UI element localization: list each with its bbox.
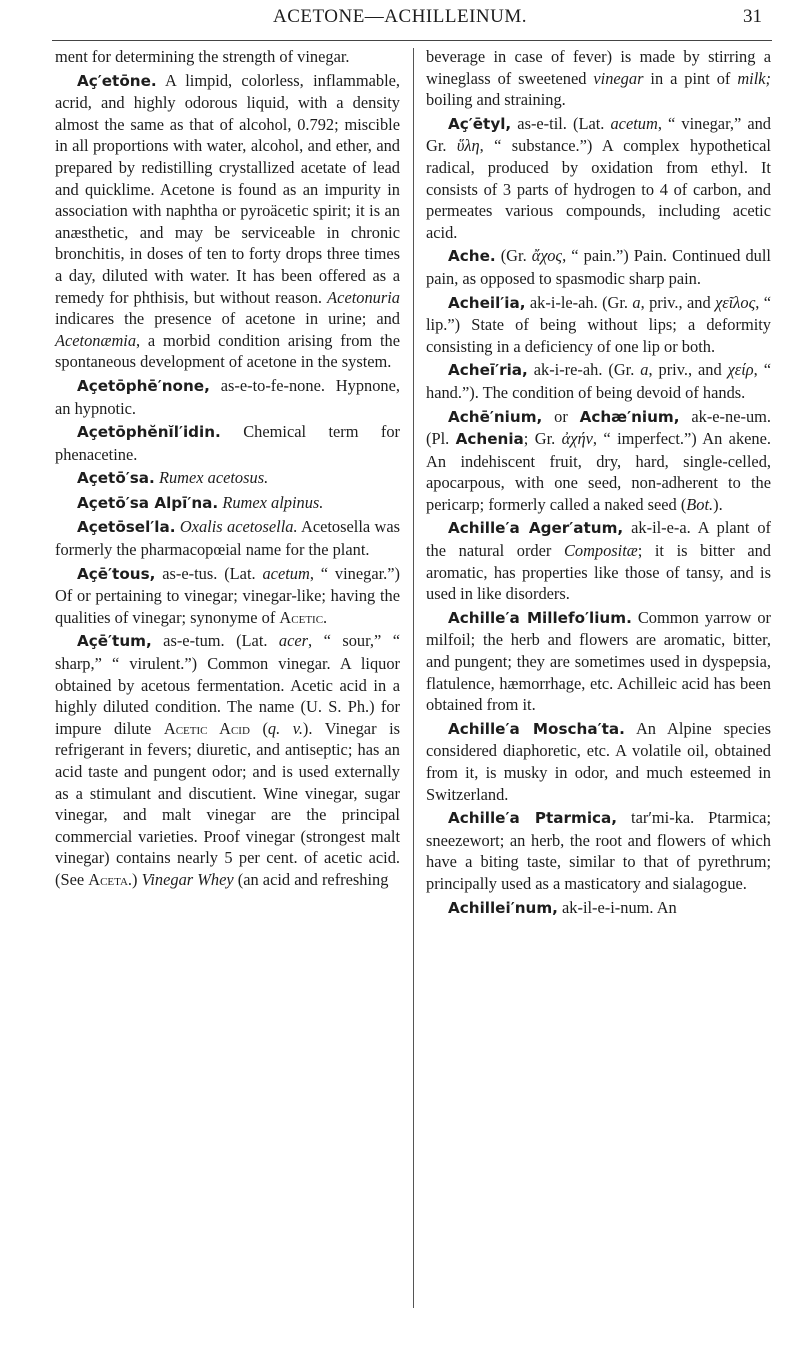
entry-text: or <box>542 406 580 426</box>
entry-text: , “ vinegar.”) Of or pertaining to vinegar; vinegar-like; having the qualities of vinegar; synonyme of <box>55 563 400 627</box>
entry-text: , “ sour,” “ sharp,” “ virulent.”) Common vinegar. A liquor obtained by acetous fermentation. Acetic acid in a highly diluted condition. The name (U. S. Ph.) for impure dilute <box>55 631 400 738</box>
entry-text: An Alpine species considered diaphoretic, etc. A volatile oil, obtained from it, is musky in odor, and much esteemed in Switzerland. <box>426 718 771 804</box>
entry-text: ak-i-le-ah. (Gr. <box>525 292 633 312</box>
headword: Acheil′ia, <box>448 293 526 312</box>
headword: Achille′a Ager′atum, <box>448 519 624 538</box>
header-rule <box>52 40 772 41</box>
entry-text: ) <box>132 869 142 889</box>
entry-text: ὕλη <box>456 136 480 156</box>
dictionary-entry <box>426 113 771 244</box>
entry-text: Acetic. <box>279 607 328 627</box>
dictionary-entry <box>426 607 771 716</box>
entry-text: Chemical term for phenacetine. <box>55 422 400 464</box>
dictionary-entry <box>426 718 771 805</box>
dictionary-entry <box>55 492 400 515</box>
headword: Achenia <box>455 430 524 449</box>
headword: Açetō′sa Alpī′na. <box>77 493 219 512</box>
entry-text: in a pint of <box>643 68 738 88</box>
entry-text: Compositæ <box>563 541 638 561</box>
entry-text: ak-il-e-a. A plant of the natural order <box>426 518 771 561</box>
dictionary-entry <box>55 630 400 890</box>
dictionary-entry <box>55 467 400 490</box>
entry-text: tar′mi-ka. Ptarmica; sneezewort; an herb, the root and flowers of which have a biting taste, similar to that of pyrethrum; principally used as a masticatory and sialagogue. <box>426 808 771 893</box>
running-head: ACETONE—ACHILLEINUM. <box>273 6 527 27</box>
entry-text: a <box>640 360 649 380</box>
entry-text: Acetonæmia <box>55 330 137 350</box>
dictionary-entry <box>426 46 771 111</box>
dictionary-entry <box>426 897 771 920</box>
column-divider <box>413 48 414 1308</box>
headword: Achæ′nium, <box>579 407 680 426</box>
entry-text: acer <box>278 631 309 651</box>
entry-text: ; Gr. <box>523 429 562 449</box>
entry-text: Common yarrow or milfoil; the herb and flowers are aromatic, bitter, and pungent; they are sometimes used in dyspepsia, flatulence, hæmorrhage, etc. Achilleic acid has been obtained from it. <box>426 607 771 715</box>
headword: Ache. <box>448 247 496 266</box>
entry-text: a <box>632 292 641 312</box>
dictionary-entry <box>55 421 400 465</box>
entry-text: beverage in case of fever) is made by stirring a wineglass of sweetened <box>426 47 771 88</box>
dictionary-entry <box>55 375 400 419</box>
entry-text: acetum <box>262 563 310 583</box>
headword: Achille′a Millefo′lium. <box>448 608 632 627</box>
dictionary-entry <box>55 516 400 560</box>
entry-text: ( <box>249 718 268 738</box>
entry-text: ἄχος <box>531 246 563 266</box>
entry-text: Aceta. <box>88 869 133 889</box>
headword: Açetōphĕnĭl′idin. <box>77 423 221 442</box>
headword: Aç′etōne. <box>77 71 157 90</box>
headword: Achillei′num, <box>448 898 558 917</box>
dictionary-entry <box>426 359 771 403</box>
entry-text: as-e-to-fe-none. Hypnone, an hypnotic. <box>55 375 400 418</box>
dictionary-entry <box>426 406 771 516</box>
dictionary-entry <box>55 563 400 629</box>
entry-text: indicares the presence of acetone in urine; and <box>55 309 400 329</box>
entry-text: Vinegar Whey <box>141 869 234 889</box>
entry-text: ; it is bitter and aromatic, has properties like those of tansy, and is used in like disorders. <box>426 541 771 604</box>
dictionary-entry <box>426 292 771 358</box>
entry-text: as-e-til. (Lat. <box>511 113 611 133</box>
dictionary-entry <box>426 245 771 289</box>
entry-text: (Gr. <box>495 246 532 266</box>
entry-text: as-e-tus. (Lat. <box>155 563 263 583</box>
entry-text: Acetonuria <box>327 287 400 307</box>
entry-text: ἀχήν <box>561 429 593 449</box>
headword: Açetō′sa. <box>77 469 155 488</box>
entry-text: ak-i-re-ah. (Gr. <box>527 360 641 380</box>
entry-text: χεῖλος <box>715 292 756 312</box>
entry-text: , priv., and <box>640 292 716 312</box>
entry-text: A limpid, colorless, inflammable, acrid, and highly odorous liquid, with a density almost the same as that of alcohol, 0.792; miscible in all proportions with water, alcohol, and ether, and prepared by redistilling crystallized acetate of lead and quicklime. Acetone is found as an impurity in association with naphtha or pyroäcetic spirit; it is an anæsthetic, and may be serviceable in chronic bronchitis, in doses of ten to forty drops three times a day, diluted with water. It has been offered as a remedy for phthisis, but without reason. <box>55 70 400 307</box>
entry-text: ). Vinegar is refrigerant in fevers; diuretic, and antiseptic; has an acid taste and pungent odor; and is used externally as a stimulant and discutient. Wine vinegar, sugar vinegar, and malt vinegar are the principal commercial varieties. Proof vinegar (strongest malt vinegar) contains nearly 5 per cent. of acetic acid. (See <box>55 718 401 889</box>
entry-text: Oxalis acetosella. <box>179 517 298 537</box>
entry-text: (an acid and refreshing <box>233 869 389 889</box>
entry-text: as-e-tum. (Lat. <box>151 631 279 651</box>
entry-text: milk; <box>737 68 771 88</box>
headword: Achē′nium, <box>448 407 543 426</box>
left-column <box>55 46 400 893</box>
right-column <box>426 46 771 921</box>
headword: Achille′a Ptarmica, <box>448 809 618 828</box>
entry-text: , “ imperfect.”) An akene. An indehiscent fruit, dry, hard, single-celled, apocarpous, with one seed, non-adherent to the pericarp; formerly called a naked seed ( <box>426 429 771 514</box>
headword: Açē′tous, <box>77 564 156 583</box>
entry-text: boiling and straining. <box>426 90 566 110</box>
entry-text: ak-il-e-i-num. An <box>557 897 677 917</box>
entry-text: , “ pain.”) Pain. Continued dull pain, as opposed to spasmodic sharp pain. <box>426 246 771 288</box>
headword: Aç′ētyl, <box>448 114 512 133</box>
dictionary-entry <box>55 70 400 373</box>
entry-text: , “ hand.”). The condition of being devoid of hands. <box>426 360 771 402</box>
entry-text: , “ vinegar,” and Gr. <box>426 113 771 156</box>
headword: Açetōsel′la. <box>77 518 176 537</box>
entry-text: ment for determining the strength of vinegar. <box>55 47 350 66</box>
dictionary-entry <box>426 517 771 604</box>
entry-text: , priv., and <box>648 360 728 380</box>
page-number: 31 <box>743 6 762 27</box>
page-header <box>0 6 800 34</box>
headword: Açē′tum, <box>77 632 152 651</box>
entry-text: q. v. <box>267 718 303 738</box>
entry-text: acetum <box>610 113 658 133</box>
entry-text: ). <box>713 494 723 514</box>
dictionary-entry <box>55 46 400 68</box>
dictionary-entry <box>426 807 771 894</box>
entry-text: Acetic Acid <box>163 718 250 738</box>
headword: Açetōphē′none, <box>77 376 210 395</box>
entry-text: χείρ <box>727 360 754 380</box>
entry-text: , “ lip.”) State of being without lips; a deformity consisting in a deficiency of one lip or both. <box>426 292 771 356</box>
entry-text: Bot. <box>686 494 714 514</box>
entry-text: Rumex alpinus. <box>222 492 324 512</box>
headword: Achille′a Moscha′ta. <box>448 719 625 738</box>
headword: Acheī′ria, <box>448 361 528 380</box>
entry-text: , “ substance.”) A complex hypothetical radical, produced by oxidation from ethyl. It consists of 3 parts of hydrogen to 4 of carbon, and permeates various compounds, including acetic acid. <box>426 136 771 242</box>
entry-text: Acetosella was formerly the pharmacopœial name for the plant. <box>55 517 400 560</box>
entry-text: ak-e-ne-um. (Pl. <box>426 406 771 449</box>
entry-text: Rumex acetosus. <box>158 468 269 488</box>
entry-text: vinegar <box>593 68 644 88</box>
entry-text: , a morbid condition arising from the spontaneous development of acetone in the system. <box>55 330 400 372</box>
